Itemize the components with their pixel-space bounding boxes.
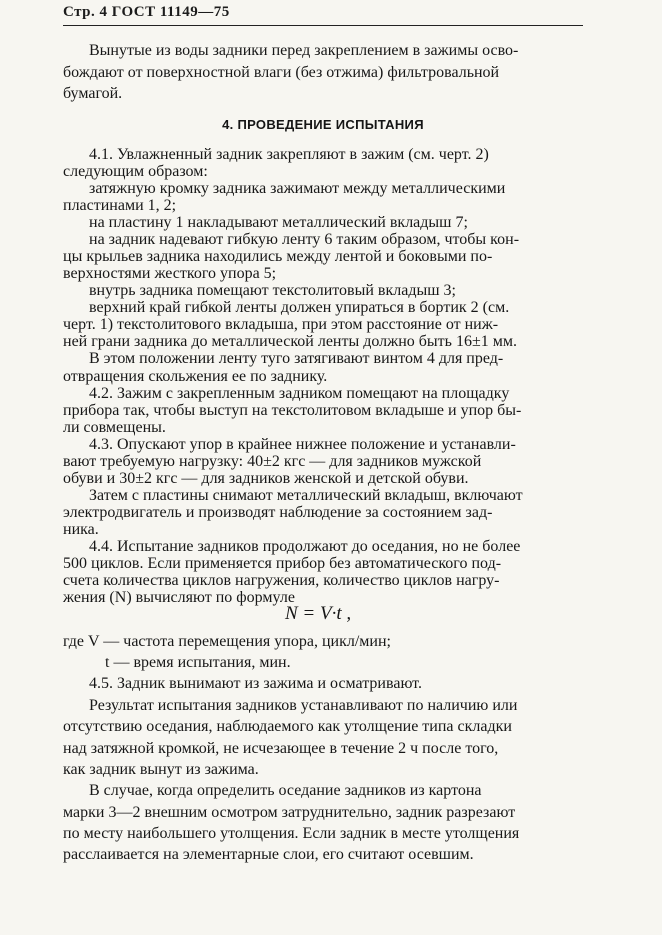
text-line: внутрь задника помещают текстолитовый вкладыш 3; xyxy=(89,282,456,299)
running-head: Стр. 4 ГОСТ 11149—75 xyxy=(63,4,230,20)
text-line: как задник вынут из зажима. xyxy=(63,761,259,778)
text-line: вают требуемую нагрузку: 40±2 кгс — для задников мужской xyxy=(63,453,482,470)
text-line: 4.3. Опускают упор в крайнее нижнее положение и устанавли- xyxy=(89,436,516,453)
text-line: над затяжной кромкой, не исчезающее в течение 2 ч после того, xyxy=(63,740,499,757)
text-line: Затем с пластины снимают металлический вкладыш, включают xyxy=(89,487,523,504)
text-line: следующим образом: xyxy=(63,163,208,180)
text-line: жения (N) вычисляют по формуле xyxy=(63,589,295,606)
text-line: на задник надевают гибкую ленту 6 таким образом, чтобы кон- xyxy=(89,231,520,248)
text-line: марки 3—2 внешним осмотром затруднительно, задник разрезают xyxy=(63,804,516,821)
text-line: черт. 1) текстолитового вкладыша, при этом расстояние от ниж- xyxy=(63,316,499,333)
text-line: отсутствию оседания, наблюдаемого как утолщение типа складки xyxy=(63,718,512,735)
text-line: электродвигатель и производят наблюдение за состоянием зад- xyxy=(63,504,493,521)
text-line: ней грани задника до металлической ленты должно быть 16±1 мм. xyxy=(63,333,517,350)
text-line: бождают от поверхностной влаги (без отжима) фильтровальной xyxy=(63,64,500,81)
text-line: В этом положении ленту туго затягивают винтом 4 для пред- xyxy=(89,350,504,367)
text-line: затяжную кромку задника зажимают между металлическими xyxy=(89,180,506,197)
text-line: Вынутые из воды задники перед закреплением в зажимы осво- xyxy=(89,42,519,59)
text-line: прибора так, чтобы выступ на текстолитовом вкладыше и упор бы- xyxy=(63,402,522,419)
text-line: счета количества циклов нагружения, количество циклов нагру- xyxy=(63,572,500,589)
text-line: расслаивается на элементарные слои, его считают осевшим. xyxy=(63,846,474,863)
text-line: ли совмещены. xyxy=(63,419,166,436)
text-line: где V — частота перемещения упора, цикл/мин; xyxy=(63,633,391,650)
text-line: 4.1. Увлажненный задник закрепляют в зажим (см. черт. 2) xyxy=(89,146,489,163)
text-line: обуви и 30±2 кгс — для задников женской и детской обуви. xyxy=(63,470,469,487)
text-line: бумагой. xyxy=(63,85,123,102)
text-line: ника. xyxy=(63,521,99,538)
text-line: 4.2. Зажим с закрепленным задником помещают на площадку xyxy=(89,385,510,402)
text-line: цы крыльев задника находились между лентой и боковыми по- xyxy=(63,248,493,265)
header-rule xyxy=(63,25,583,26)
text-line: по месту наибольшего утолщения. Если задник в месте утолщения xyxy=(63,825,520,842)
text-line: отвращения скольжения ее по заднику. xyxy=(63,368,328,385)
text-line: верхний край гибкой ленты должен упираться в бортик 2 (см. xyxy=(89,299,510,316)
formula: N = V·t , xyxy=(285,603,352,624)
text-line: верхностями жесткого упора 5; xyxy=(63,265,277,282)
text-line: 4.4. Испытание задников продолжают до оседания, но не более xyxy=(89,538,521,555)
text-line: Результат испытания задников устанавливают по наличию или xyxy=(89,697,518,714)
section-title: 4. ПРОВЕДЕНИЕ ИСПЫТАНИЯ xyxy=(222,117,424,132)
text-line: на пластину 1 накладывают металлический вкладыш 7; xyxy=(89,214,468,231)
text-line: t — время испытания, мин. xyxy=(105,654,291,671)
text-line: 500 циклов. Если применяется прибор без автоматического под- xyxy=(63,555,502,572)
text-line: пластинами 1, 2; xyxy=(63,197,177,214)
text-line: 4.5. Задник вынимают из зажима и осматривают. xyxy=(89,675,422,692)
text-line: В случае, когда определить оседание задников из картона xyxy=(89,782,482,799)
